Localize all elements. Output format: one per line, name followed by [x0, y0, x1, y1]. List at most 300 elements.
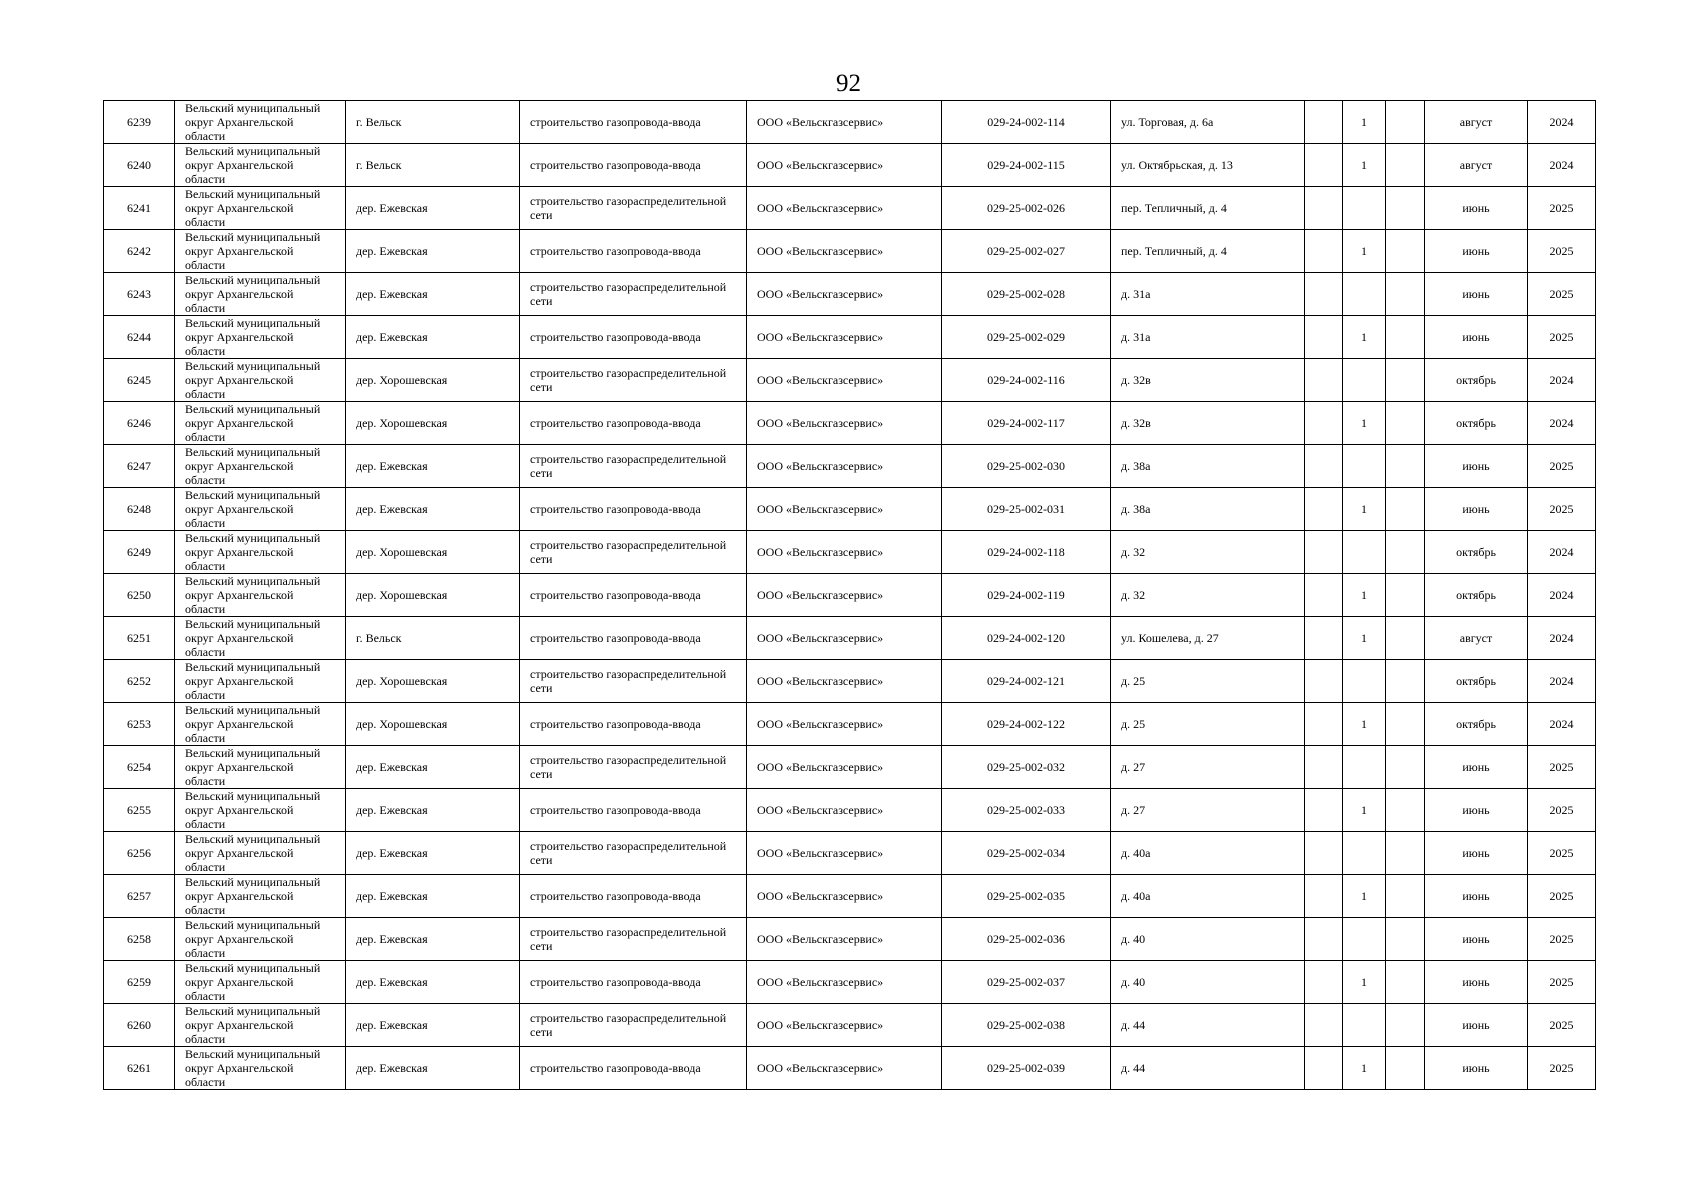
row-number-cell: 6247	[104, 445, 175, 488]
row-number-cell: 6245	[104, 359, 175, 402]
row-number-cell: 6261	[104, 1047, 175, 1090]
year-cell: 2025	[1528, 961, 1596, 1004]
settlement-cell: дер. Ежевская	[346, 875, 520, 918]
empty-cell	[1386, 918, 1425, 961]
work-type-cell: строительство газопровода-ввода	[520, 875, 747, 918]
empty-cell	[1386, 101, 1425, 144]
address-cell: д. 44	[1111, 1047, 1305, 1090]
organization-cell: ООО «Вельскгазсервис»	[747, 574, 942, 617]
object-code-cell: 029-25-002-032	[942, 746, 1111, 789]
empty-cell	[1386, 1004, 1425, 1047]
municipality-cell: Вельский муниципальный округ Архангельской области	[175, 961, 346, 1004]
work-type-cell: строительство газопровода-ввода	[520, 144, 747, 187]
work-type-cell: строительство газопровода-ввода	[520, 316, 747, 359]
empty-cell	[1386, 488, 1425, 531]
row-number-cell: 6241	[104, 187, 175, 230]
empty-cell	[1305, 832, 1343, 875]
quantity-cell	[1343, 746, 1386, 789]
table-row	[104, 574, 1596, 617]
year-cell: 2025	[1528, 187, 1596, 230]
object-code-cell: 029-24-002-116	[942, 359, 1111, 402]
work-type-cell: строительство газопровода-ввода	[520, 789, 747, 832]
settlement-cell: дер. Ежевская	[346, 316, 520, 359]
address-cell: д. 40а	[1111, 832, 1305, 875]
settlement-cell: дер. Хорошевская	[346, 531, 520, 574]
row-number-cell: 6250	[104, 574, 175, 617]
address-cell: д. 38а	[1111, 488, 1305, 531]
empty-cell	[1386, 832, 1425, 875]
address-cell: ул. Октябрьская, д. 13	[1111, 144, 1305, 187]
quantity-cell	[1343, 273, 1386, 316]
work-type-cell: строительство газораспределительной сети	[520, 660, 747, 703]
work-type-cell: строительство газопровода-ввода	[520, 230, 747, 273]
municipality-cell: Вельский муниципальный округ Архангельской области	[175, 488, 346, 531]
municipality-cell: Вельский муниципальный округ Архангельской области	[175, 1004, 346, 1047]
settlement-cell: дер. Ежевская	[346, 789, 520, 832]
empty-cell	[1305, 187, 1343, 230]
table-row	[104, 230, 1596, 273]
year-cell: 2024	[1528, 101, 1596, 144]
settlement-cell: дер. Ежевская	[346, 1004, 520, 1047]
address-cell: д. 32	[1111, 574, 1305, 617]
municipality-cell: Вельский муниципальный округ Архангельской области	[175, 273, 346, 316]
table-row	[104, 445, 1596, 488]
organization-cell: ООО «Вельскгазсервис»	[747, 789, 942, 832]
municipality-cell: Вельский муниципальный округ Архангельской области	[175, 746, 346, 789]
month-cell: июнь	[1425, 961, 1528, 1004]
row-number-cell: 6255	[104, 789, 175, 832]
empty-cell	[1305, 918, 1343, 961]
object-code-cell: 029-25-002-029	[942, 316, 1111, 359]
row-number-cell: 6239	[104, 101, 175, 144]
year-cell: 2025	[1528, 746, 1596, 789]
object-code-cell: 029-25-002-033	[942, 789, 1111, 832]
settlement-cell: дер. Ежевская	[346, 273, 520, 316]
address-cell: д. 32в	[1111, 359, 1305, 402]
row-number-cell: 6257	[104, 875, 175, 918]
table-row	[104, 660, 1596, 703]
settlement-cell: дер. Хорошевская	[346, 402, 520, 445]
address-cell: д. 25	[1111, 660, 1305, 703]
table-row	[104, 273, 1596, 316]
object-code-cell: 029-24-002-115	[942, 144, 1111, 187]
table-row	[104, 187, 1596, 230]
table-row	[104, 1047, 1596, 1090]
records-table	[103, 100, 1596, 1090]
address-cell: пер. Тепличный, д. 4	[1111, 230, 1305, 273]
year-cell: 2024	[1528, 703, 1596, 746]
settlement-cell: дер. Хорошевская	[346, 359, 520, 402]
row-number-cell: 6251	[104, 617, 175, 660]
municipality-cell: Вельский муниципальный округ Архангельской области	[175, 875, 346, 918]
empty-cell	[1305, 1004, 1343, 1047]
settlement-cell: дер. Ежевская	[346, 445, 520, 488]
address-cell: д. 27	[1111, 746, 1305, 789]
year-cell: 2024	[1528, 144, 1596, 187]
organization-cell: ООО «Вельскгазсервис»	[747, 961, 942, 1004]
organization-cell: ООО «Вельскгазсервис»	[747, 488, 942, 531]
municipality-cell: Вельский муниципальный округ Архангельской области	[175, 445, 346, 488]
work-type-cell: строительство газопровода-ввода	[520, 961, 747, 1004]
empty-cell	[1386, 230, 1425, 273]
empty-cell	[1386, 660, 1425, 703]
empty-cell	[1305, 101, 1343, 144]
organization-cell: ООО «Вельскгазсервис»	[747, 660, 942, 703]
settlement-cell: дер. Хорошевская	[346, 703, 520, 746]
object-code-cell: 029-24-002-117	[942, 402, 1111, 445]
empty-cell	[1305, 789, 1343, 832]
row-number-cell: 6259	[104, 961, 175, 1004]
quantity-cell	[1343, 918, 1386, 961]
month-cell: октябрь	[1425, 359, 1528, 402]
month-cell: июнь	[1425, 832, 1528, 875]
work-type-cell: строительство газопровода-ввода	[520, 1047, 747, 1090]
empty-cell	[1305, 316, 1343, 359]
quantity-cell: 1	[1343, 488, 1386, 531]
organization-cell: ООО «Вельскгазсервис»	[747, 445, 942, 488]
object-code-cell: 029-25-002-034	[942, 832, 1111, 875]
work-type-cell: строительство газопровода-ввода	[520, 488, 747, 531]
organization-cell: ООО «Вельскгазсервис»	[747, 187, 942, 230]
year-cell: 2025	[1528, 1047, 1596, 1090]
settlement-cell: г. Вельск	[346, 144, 520, 187]
municipality-cell: Вельский муниципальный округ Архангельской области	[175, 789, 346, 832]
settlement-cell: дер. Ежевская	[346, 187, 520, 230]
object-code-cell: 029-24-002-114	[942, 101, 1111, 144]
address-cell: д. 32	[1111, 531, 1305, 574]
year-cell: 2025	[1528, 832, 1596, 875]
municipality-cell: Вельский муниципальный округ Архангельской области	[175, 617, 346, 660]
year-cell: 2024	[1528, 531, 1596, 574]
quantity-cell	[1343, 359, 1386, 402]
month-cell: октябрь	[1425, 703, 1528, 746]
municipality-cell: Вельский муниципальный округ Архангельской области	[175, 101, 346, 144]
year-cell: 2025	[1528, 918, 1596, 961]
row-number-cell: 6256	[104, 832, 175, 875]
object-code-cell: 029-25-002-036	[942, 918, 1111, 961]
row-number-cell: 6240	[104, 144, 175, 187]
empty-cell	[1305, 660, 1343, 703]
organization-cell: ООО «Вельскгазсервис»	[747, 1047, 942, 1090]
table-body	[104, 101, 1596, 1090]
organization-cell: ООО «Вельскгазсервис»	[747, 316, 942, 359]
table-row	[104, 875, 1596, 918]
year-cell: 2025	[1528, 230, 1596, 273]
month-cell: июнь	[1425, 187, 1528, 230]
organization-cell: ООО «Вельскгазсервис»	[747, 1004, 942, 1047]
table-row	[104, 703, 1596, 746]
empty-cell	[1305, 144, 1343, 187]
table-row	[104, 1004, 1596, 1047]
month-cell: октябрь	[1425, 574, 1528, 617]
work-type-cell: строительство газопровода-ввода	[520, 402, 747, 445]
municipality-cell: Вельский муниципальный округ Архангельской области	[175, 1047, 346, 1090]
month-cell: август	[1425, 101, 1528, 144]
work-type-cell: строительство газораспределительной сети	[520, 746, 747, 789]
organization-cell: ООО «Вельскгазсервис»	[747, 875, 942, 918]
table-row	[104, 918, 1596, 961]
table-row	[104, 617, 1596, 660]
object-code-cell: 029-25-002-038	[942, 1004, 1111, 1047]
empty-cell	[1386, 187, 1425, 230]
quantity-cell: 1	[1343, 1047, 1386, 1090]
month-cell: июнь	[1425, 746, 1528, 789]
empty-cell	[1386, 574, 1425, 617]
table-row	[104, 832, 1596, 875]
settlement-cell: дер. Хорошевская	[346, 660, 520, 703]
table-row	[104, 359, 1596, 402]
month-cell: октябрь	[1425, 402, 1528, 445]
quantity-cell: 1	[1343, 402, 1386, 445]
year-cell: 2025	[1528, 488, 1596, 531]
empty-cell	[1386, 875, 1425, 918]
object-code-cell: 029-25-002-035	[942, 875, 1111, 918]
empty-cell	[1386, 617, 1425, 660]
table-row	[104, 144, 1596, 187]
address-cell: ул. Торговая, д. 6а	[1111, 101, 1305, 144]
organization-cell: ООО «Вельскгазсервис»	[747, 230, 942, 273]
table-row	[104, 488, 1596, 531]
municipality-cell: Вельский муниципальный округ Архангельской области	[175, 574, 346, 617]
empty-cell	[1305, 359, 1343, 402]
quantity-cell: 1	[1343, 101, 1386, 144]
address-cell: д. 31а	[1111, 273, 1305, 316]
quantity-cell: 1	[1343, 617, 1386, 660]
empty-cell	[1386, 789, 1425, 832]
organization-cell: ООО «Вельскгазсервис»	[747, 703, 942, 746]
empty-cell	[1305, 402, 1343, 445]
settlement-cell: дер. Ежевская	[346, 961, 520, 1004]
object-code-cell: 029-25-002-030	[942, 445, 1111, 488]
municipality-cell: Вельский муниципальный округ Архангельской области	[175, 703, 346, 746]
table-row	[104, 789, 1596, 832]
address-cell: д. 44	[1111, 1004, 1305, 1047]
work-type-cell: строительство газораспределительной сети	[520, 273, 747, 316]
object-code-cell: 029-25-002-026	[942, 187, 1111, 230]
work-type-cell: строительство газораспределительной сети	[520, 1004, 747, 1047]
work-type-cell: строительство газораспределительной сети	[520, 918, 747, 961]
empty-cell	[1386, 531, 1425, 574]
table-row	[104, 316, 1596, 359]
row-number-cell: 6244	[104, 316, 175, 359]
year-cell: 2025	[1528, 1004, 1596, 1047]
table-row	[104, 746, 1596, 789]
table-row	[104, 531, 1596, 574]
quantity-cell	[1343, 1004, 1386, 1047]
quantity-cell: 1	[1343, 574, 1386, 617]
month-cell: июнь	[1425, 316, 1528, 359]
work-type-cell: строительство газопровода-ввода	[520, 101, 747, 144]
address-cell: д. 31а	[1111, 316, 1305, 359]
row-number-cell: 6254	[104, 746, 175, 789]
month-cell: октябрь	[1425, 660, 1528, 703]
address-cell: д. 27	[1111, 789, 1305, 832]
year-cell: 2024	[1528, 359, 1596, 402]
organization-cell: ООО «Вельскгазсервис»	[747, 273, 942, 316]
quantity-cell: 1	[1343, 316, 1386, 359]
quantity-cell: 1	[1343, 230, 1386, 273]
settlement-cell: дер. Ежевская	[346, 918, 520, 961]
month-cell: июнь	[1425, 1047, 1528, 1090]
organization-cell: ООО «Вельскгазсервис»	[747, 359, 942, 402]
page-number: 92	[836, 70, 861, 97]
empty-cell	[1386, 144, 1425, 187]
work-type-cell: строительство газопровода-ввода	[520, 703, 747, 746]
empty-cell	[1386, 359, 1425, 402]
empty-cell	[1305, 273, 1343, 316]
month-cell: июнь	[1425, 445, 1528, 488]
year-cell: 2025	[1528, 273, 1596, 316]
quantity-cell	[1343, 531, 1386, 574]
row-number-cell: 6248	[104, 488, 175, 531]
quantity-cell	[1343, 832, 1386, 875]
empty-cell	[1386, 746, 1425, 789]
quantity-cell: 1	[1343, 789, 1386, 832]
address-cell: пер. Тепличный, д. 4	[1111, 187, 1305, 230]
organization-cell: ООО «Вельскгазсервис»	[747, 101, 942, 144]
empty-cell	[1305, 230, 1343, 273]
year-cell: 2025	[1528, 316, 1596, 359]
quantity-cell	[1343, 660, 1386, 703]
month-cell: октябрь	[1425, 531, 1528, 574]
year-cell: 2024	[1528, 660, 1596, 703]
quantity-cell: 1	[1343, 875, 1386, 918]
municipality-cell: Вельский муниципальный округ Архангельской области	[175, 359, 346, 402]
organization-cell: ООО «Вельскгазсервис»	[747, 746, 942, 789]
month-cell: июнь	[1425, 789, 1528, 832]
month-cell: август	[1425, 144, 1528, 187]
settlement-cell: г. Вельск	[346, 101, 520, 144]
table-row	[104, 101, 1596, 144]
empty-cell	[1305, 445, 1343, 488]
object-code-cell: 029-24-002-122	[942, 703, 1111, 746]
object-code-cell: 029-25-002-039	[942, 1047, 1111, 1090]
row-number-cell: 6253	[104, 703, 175, 746]
empty-cell	[1386, 703, 1425, 746]
table-row	[104, 961, 1596, 1004]
settlement-cell: г. Вельск	[346, 617, 520, 660]
object-code-cell: 029-24-002-119	[942, 574, 1111, 617]
empty-cell	[1305, 746, 1343, 789]
settlement-cell: дер. Ежевская	[346, 1047, 520, 1090]
municipality-cell: Вельский муниципальный округ Архангельской области	[175, 230, 346, 273]
object-code-cell: 029-25-002-031	[942, 488, 1111, 531]
row-number-cell: 6243	[104, 273, 175, 316]
address-cell: д. 40	[1111, 918, 1305, 961]
municipality-cell: Вельский муниципальный округ Архангельской области	[175, 832, 346, 875]
municipality-cell: Вельский муниципальный округ Архангельской области	[175, 660, 346, 703]
object-code-cell: 029-24-002-120	[942, 617, 1111, 660]
settlement-cell: дер. Ежевская	[346, 746, 520, 789]
municipality-cell: Вельский муниципальный округ Архангельской области	[175, 187, 346, 230]
empty-cell	[1305, 617, 1343, 660]
year-cell: 2024	[1528, 617, 1596, 660]
address-cell: д. 25	[1111, 703, 1305, 746]
empty-cell	[1305, 531, 1343, 574]
municipality-cell: Вельский муниципальный округ Архангельской области	[175, 316, 346, 359]
month-cell: июнь	[1425, 230, 1528, 273]
empty-cell	[1305, 703, 1343, 746]
quantity-cell: 1	[1343, 144, 1386, 187]
year-cell: 2025	[1528, 789, 1596, 832]
municipality-cell: Вельский муниципальный округ Архангельской области	[175, 531, 346, 574]
work-type-cell: строительство газораспределительной сети	[520, 445, 747, 488]
row-number-cell: 6242	[104, 230, 175, 273]
year-cell: 2024	[1528, 402, 1596, 445]
month-cell: июнь	[1425, 273, 1528, 316]
quantity-cell	[1343, 187, 1386, 230]
year-cell: 2025	[1528, 445, 1596, 488]
month-cell: август	[1425, 617, 1528, 660]
empty-cell	[1386, 316, 1425, 359]
row-number-cell: 6260	[104, 1004, 175, 1047]
address-cell: ул. Кошелева, д. 27	[1111, 617, 1305, 660]
object-code-cell: 029-25-002-037	[942, 961, 1111, 1004]
work-type-cell: строительство газораспределительной сети	[520, 832, 747, 875]
empty-cell	[1386, 402, 1425, 445]
month-cell: июнь	[1425, 1004, 1528, 1047]
organization-cell: ООО «Вельскгазсервис»	[747, 402, 942, 445]
object-code-cell: 029-24-002-121	[942, 660, 1111, 703]
work-type-cell: строительство газораспределительной сети	[520, 359, 747, 402]
month-cell: июнь	[1425, 875, 1528, 918]
year-cell: 2024	[1528, 574, 1596, 617]
municipality-cell: Вельский муниципальный округ Архангельской области	[175, 918, 346, 961]
empty-cell	[1305, 961, 1343, 1004]
organization-cell: ООО «Вельскгазсервис»	[747, 144, 942, 187]
quantity-cell: 1	[1343, 961, 1386, 1004]
settlement-cell: дер. Хорошевская	[346, 574, 520, 617]
month-cell: июнь	[1425, 918, 1528, 961]
row-number-cell: 6258	[104, 918, 175, 961]
empty-cell	[1386, 1047, 1425, 1090]
month-cell: июнь	[1425, 488, 1528, 531]
empty-cell	[1386, 273, 1425, 316]
address-cell: д. 32в	[1111, 402, 1305, 445]
work-type-cell: строительство газораспределительной сети	[520, 531, 747, 574]
empty-cell	[1386, 445, 1425, 488]
municipality-cell: Вельский муниципальный округ Архангельской области	[175, 144, 346, 187]
work-type-cell: строительство газопровода-ввода	[520, 617, 747, 660]
table-row	[104, 402, 1596, 445]
row-number-cell: 6249	[104, 531, 175, 574]
settlement-cell: дер. Ежевская	[346, 488, 520, 531]
empty-cell	[1305, 875, 1343, 918]
address-cell: д. 38а	[1111, 445, 1305, 488]
year-cell: 2025	[1528, 875, 1596, 918]
quantity-cell: 1	[1343, 703, 1386, 746]
empty-cell	[1386, 961, 1425, 1004]
empty-cell	[1305, 488, 1343, 531]
work-type-cell: строительство газопровода-ввода	[520, 574, 747, 617]
empty-cell	[1305, 574, 1343, 617]
row-number-cell: 6252	[104, 660, 175, 703]
settlement-cell: дер. Ежевская	[346, 832, 520, 875]
object-code-cell: 029-25-002-027	[942, 230, 1111, 273]
settlement-cell: дер. Ежевская	[346, 230, 520, 273]
organization-cell: ООО «Вельскгазсервис»	[747, 617, 942, 660]
address-cell: д. 40а	[1111, 875, 1305, 918]
row-number-cell: 6246	[104, 402, 175, 445]
object-code-cell: 029-24-002-118	[942, 531, 1111, 574]
quantity-cell	[1343, 445, 1386, 488]
empty-cell	[1305, 1047, 1343, 1090]
organization-cell: ООО «Вельскгазсервис»	[747, 832, 942, 875]
organization-cell: ООО «Вельскгазсервис»	[747, 531, 942, 574]
work-type-cell: строительство газораспределительной сети	[520, 187, 747, 230]
municipality-cell: Вельский муниципальный округ Архангельской области	[175, 402, 346, 445]
organization-cell: ООО «Вельскгазсервис»	[747, 918, 942, 961]
